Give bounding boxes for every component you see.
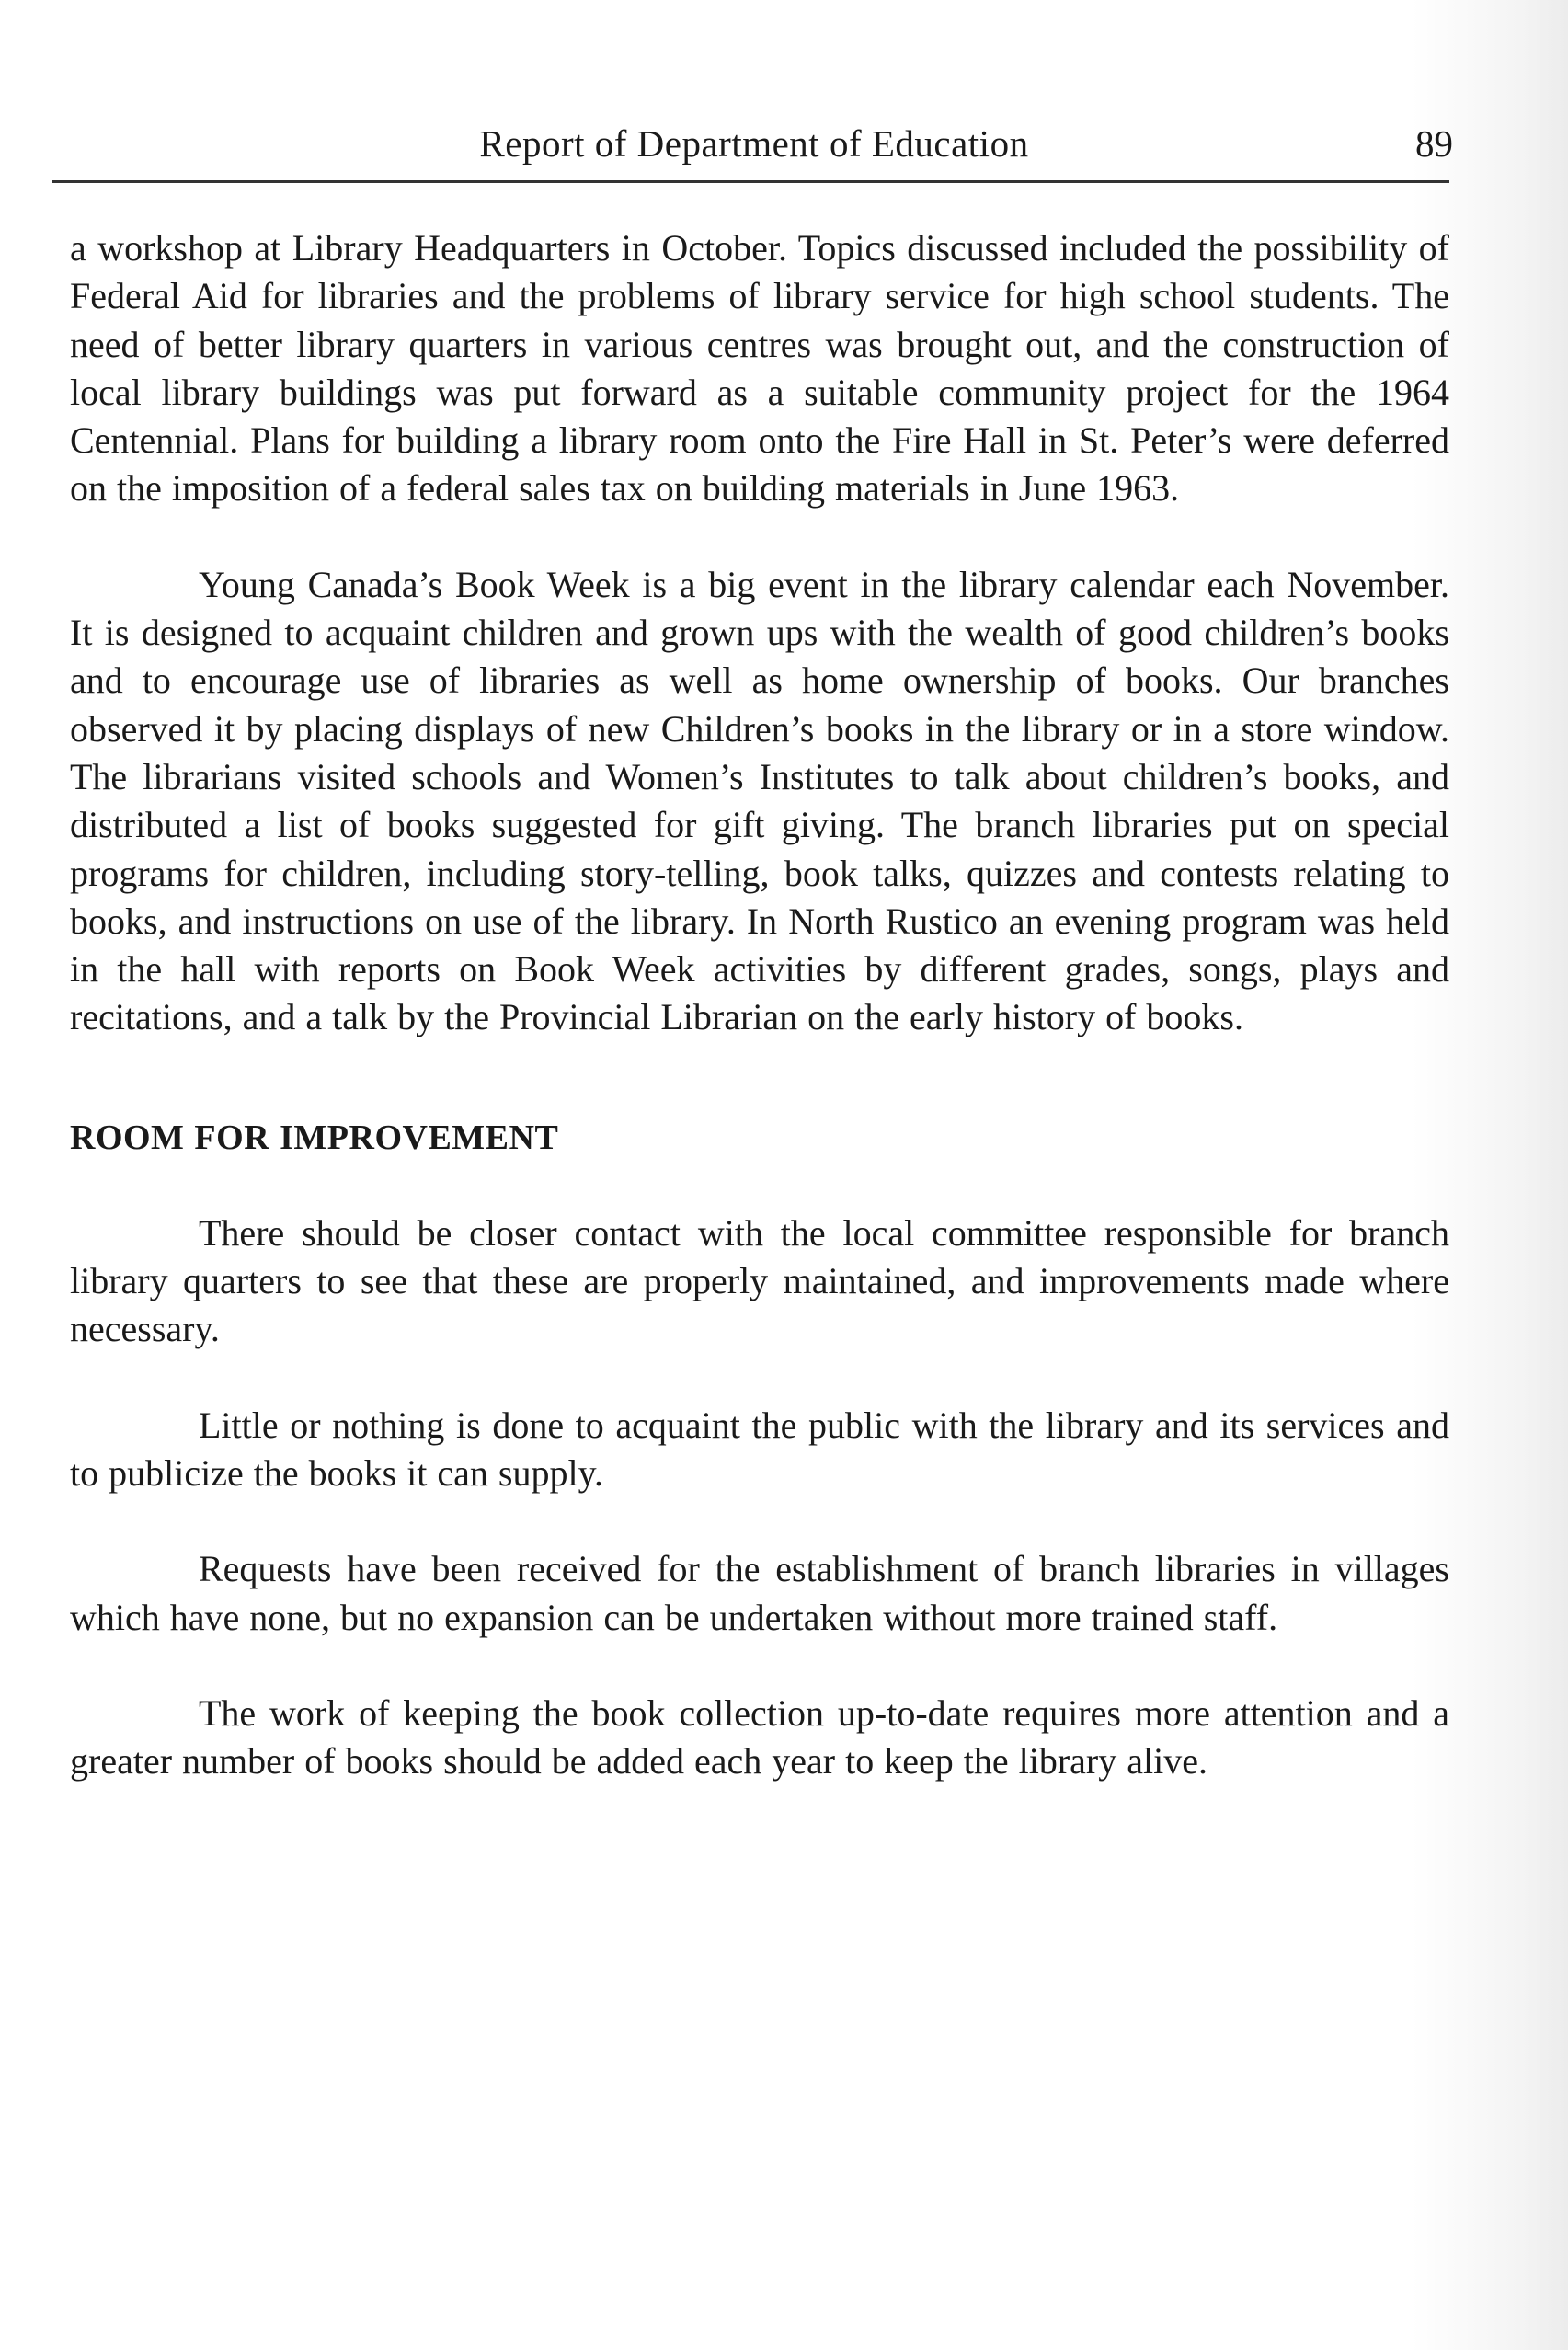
paragraph-gap bbox=[70, 1642, 1449, 1690]
paragraph-gap bbox=[70, 513, 1449, 561]
paragraph-gap bbox=[70, 1354, 1449, 1402]
running-head bbox=[55, 116, 1453, 171]
section-heading: ROOM FOR IMPROVEMENT bbox=[70, 1118, 559, 1157]
paragraph-gap bbox=[70, 1497, 1449, 1545]
paragraph-gap bbox=[70, 1042, 1449, 1090]
paragraph-gap bbox=[70, 1090, 1449, 1114]
running-title: Report of Department of Education bbox=[479, 122, 1029, 165]
header-rule bbox=[52, 180, 1449, 183]
paragraph-branch-requests: Requests have been received for the establishment of branch libraries in villages which have none, but no expansion can be undertaken without more trained staff. bbox=[70, 1548, 1449, 1638]
paragraph-book-week: Young Canada’s Book Week is a big event in the library calendar each November. It is designed to acquaint children and grown ups with the wealth of good children’s books and to encourage use of libraries as well as home ownership of books. Our branches observed it by placing displays of new Children’s books in the library or in a store window. The librarians visited schools and Women’s Institutes to talk about children’s books, and distributed a list of books suggested for gift giving. The branch libraries put on special programs for children, including story-telling, book talks, quizzes and contests relating to books, and instructions on use of the library. In North Rustico an evening program was held in the hall with reports on Book Week activities by different grades, songs, plays and recitations, and a talk by the Provincial Librarian on the early history of books. bbox=[70, 563, 1449, 1038]
paragraph-gap bbox=[70, 1162, 1449, 1209]
page-number: 89 bbox=[1415, 122, 1453, 165]
paragraph-closer-contact: There should be closer contact with the local committee responsible for branch library quarters to see that these are properly maintained, and improvements made where necessary. bbox=[70, 1211, 1449, 1350]
paragraph-publicize: Little or nothing is done to acquaint the public with the library and its services and to publicize the books it can supply. bbox=[70, 1404, 1449, 1494]
paragraph-workshop: a workshop at Library Headquarters in October. Topics discussed included the possibility of Federal Aid for libraries and the problems of library service for high school students. The need of better library quarters in various centres was brought out, and the construction of local library buildings was put forward as a suitable community project for the 1964 Centennial. Plans for building a library room onto the Fire Hall in St. Peter’s were deferred on the imposition of a federal sales tax on building materials in June 1963. bbox=[70, 227, 1449, 510]
body-text bbox=[70, 224, 1449, 1785]
paragraph-book-collection: The work of keeping the book collection up-to-date requires more attention and a greater number of books should be added each year to keep the library alive. bbox=[70, 1691, 1449, 1783]
